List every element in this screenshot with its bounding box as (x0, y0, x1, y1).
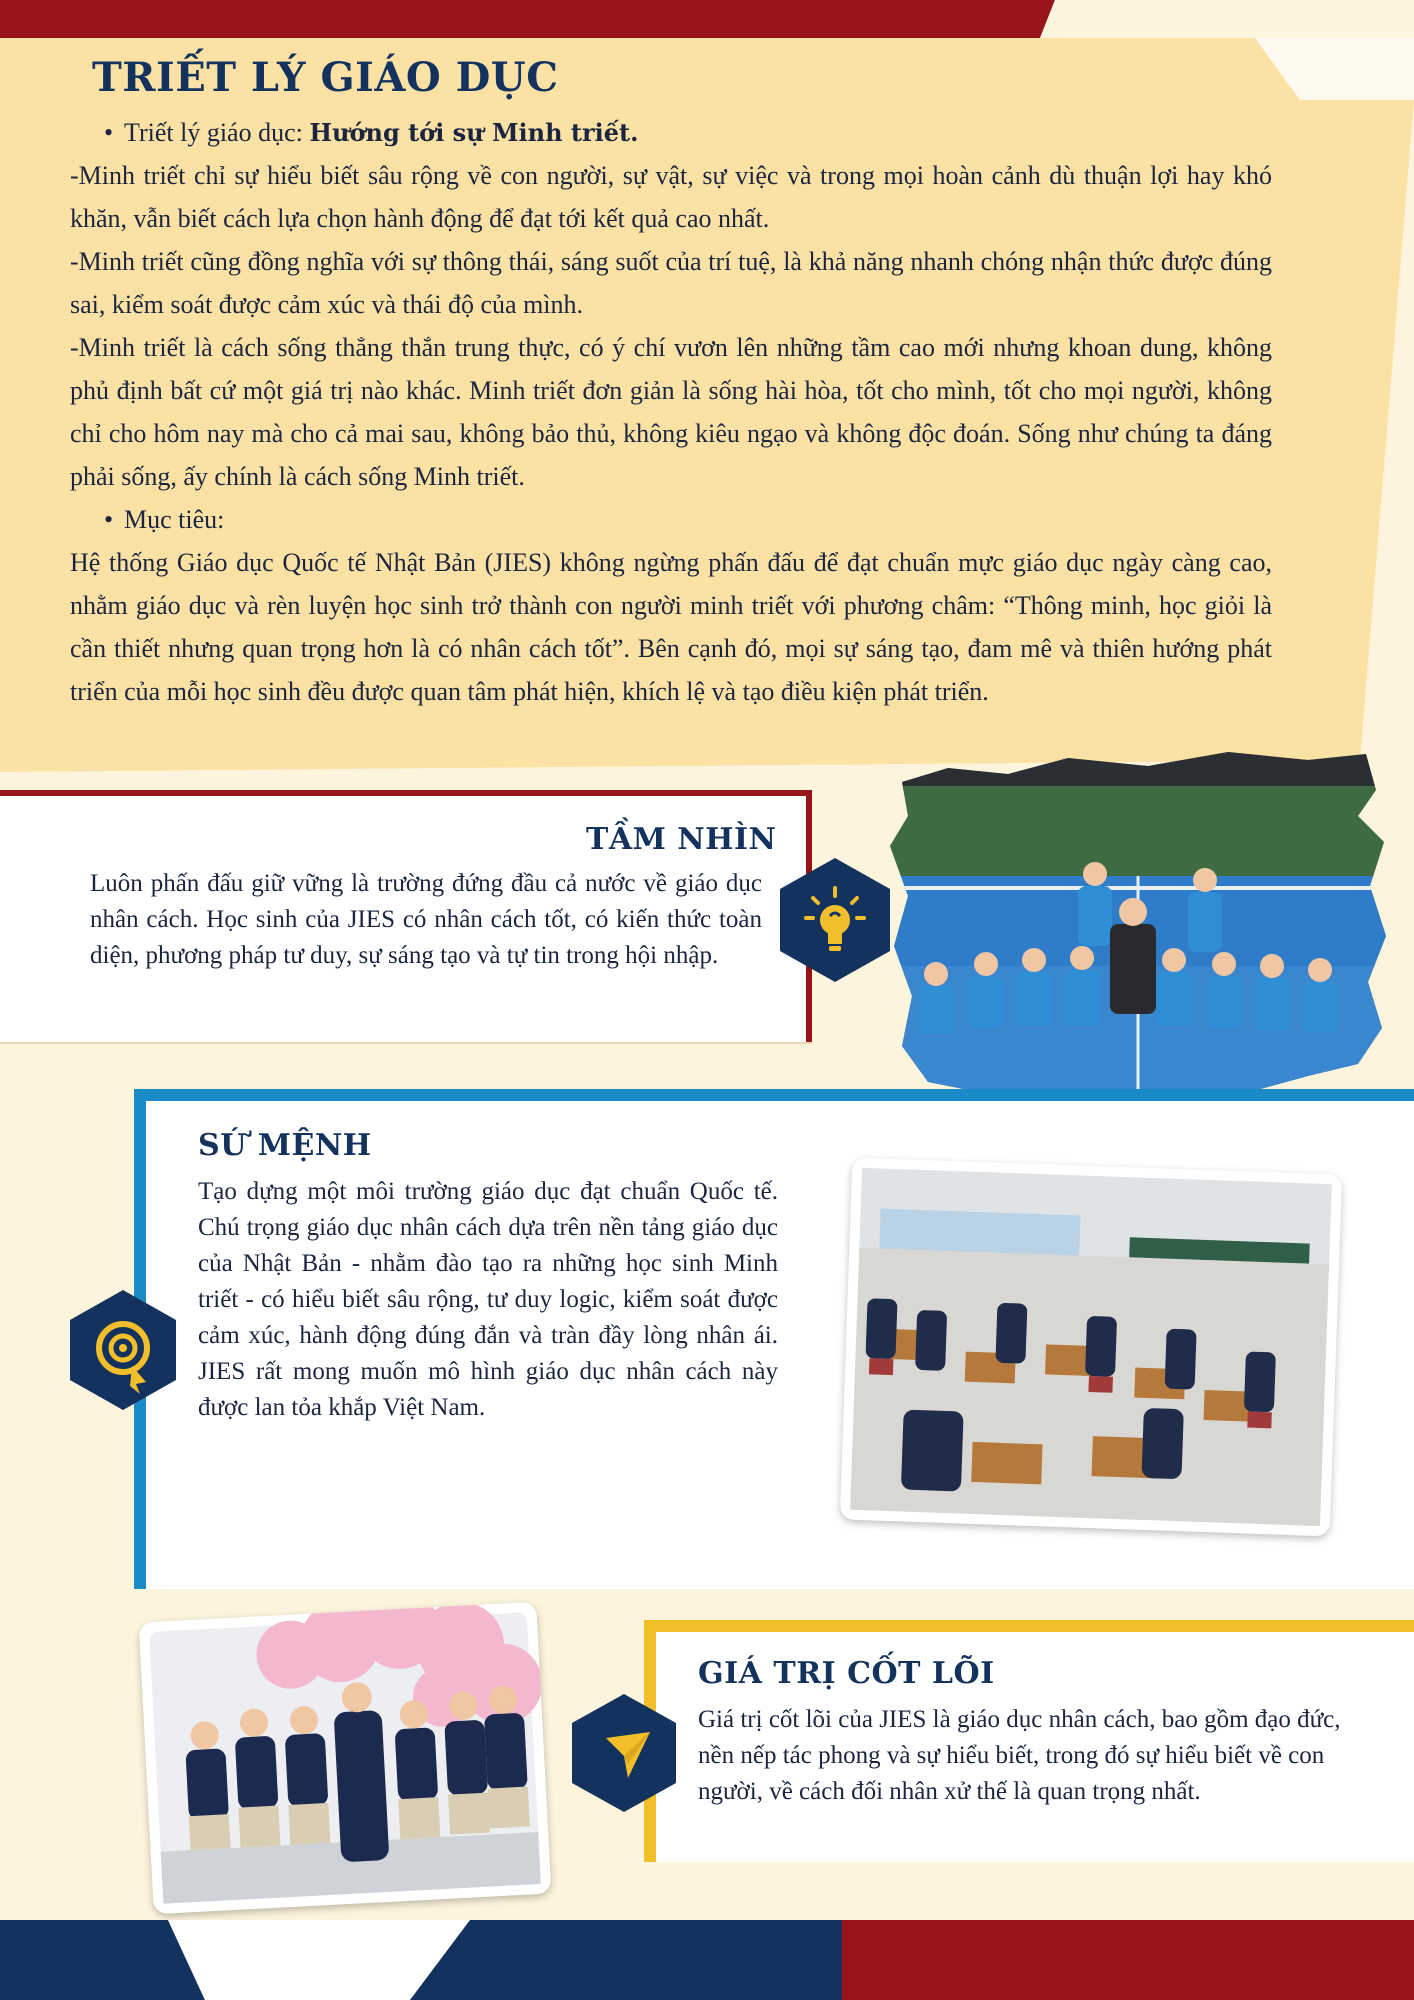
mission-title: SỨ MỆNH (198, 1128, 372, 1163)
vision-photo (888, 746, 1388, 1122)
mission-paragraph: Tạo dựng một môi trường giáo dục đạt chuẩn Quốc tế. Chú trọng giáo dục nhân cách dựa trên nền tảng giáo dục của Nhật Bản - nhằm đào tạo ra những học sinh Minh triết - có hiểu biết sâu rộng, tư duy logic, kiểm soát được cảm xúc, hành động đúng đắn và tràn đầy lòng nhân ái. JIES rất mong muốn mô hình giáo dục nhân cách này được lan tỏa khắp Việt Nam. (198, 1178, 778, 1421)
vision-text (90, 866, 762, 974)
philosophy-bullet (70, 111, 1272, 154)
philosophy-title: TRIẾT LÝ GIÁO DỤC (92, 54, 559, 101)
lightbulb-icon (780, 858, 890, 982)
philosophy-paragraph-1: -Minh triết chỉ sự hiểu biết sâu rộng về con người, sự vật, sự việc và trong mọi hoàn cảnh dù thuận lợi hay khó khăn, vẫn biết cách lựa chọn hành động để đạt tới kết quả cao nhất. (70, 161, 1272, 233)
target-icon (70, 1290, 176, 1410)
bottom-banner (0, 1920, 1414, 2000)
core-values-paragraph: Giá trị cốt lõi của JIES là giáo dục nhân cách, bao gồm đạo đức, nền nếp tác phong và sự hiểu biết, trong đó sự hiểu biết về con người, về cách đối nhân xử thế là quan trọng nhất. (698, 1706, 1341, 1805)
mission-text (198, 1174, 778, 1426)
goal-paragraph: Hệ thống Giáo dục Quốc tế Nhật Bản (JIES) không ngừng phấn đấu để đạt chuẩn mực giáo dục ngày càng cao, nhằm giáo dục và rèn luyện học sinh trở thành con người minh triết với phương châm: “Thông minh, học giỏi là cần thiết nhưng quan trọng hơn là có nhân cách tốt”. Bên cạnh đó, mọi sự sáng tạo, đam mê và thiên hướng phát triển của mỗi học sinh đều được quan tâm phát hiện, khích lệ và tạo điều kiện phát triển. (70, 548, 1272, 706)
core-values-title: GIÁ TRỊ CỐT LÕI (698, 1656, 995, 1691)
philosophy-paragraph-2: -Minh triết cũng đồng nghĩa với sự thông thái, sáng suốt của trí tuệ, là khả năng nhanh chóng nhận thức được đúng sai, kiểm soát được cảm xúc và thái độ của mình. (70, 247, 1272, 319)
vision-card-shadow (0, 1042, 812, 1044)
core-values-text (698, 1702, 1358, 1810)
vision-title: TẦM NHÌN (586, 822, 777, 857)
philosophy-content (70, 111, 1272, 713)
bullet-label: Triết lý giáo dục: (124, 118, 310, 147)
goal-bullet: • Mục tiêu: (70, 498, 1272, 541)
paper-plane-icon (572, 1694, 676, 1812)
mission-photo (840, 1158, 1342, 1537)
vision-paragraph: Luôn phấn đấu giữ vững là trường đứng đầu cả nước về giáo dục nhân cách. Học sinh của JIES có nhân cách tốt, có kiến thức toàn diện, phương pháp tư duy, sự sáng tạo và tự tin trong hội nhập. (90, 870, 762, 969)
philosophy-paragraph-3: -Minh triết là cách sống thẳng thắn trung thực, có ý chí vươn lên những tầm cao mới nhưng khoan dung, không phủ định bất cứ một giá trị nào khác. Minh triết đơn giản là sống hài hòa, tốt cho mình, tốt cho mọi người, không chỉ cho hôm nay mà cho cả mai sau, không bảo thủ, không kiêu ngạo và không độc đoán. Sống như chúng ta đáng phải sống, ấy chính là cách sống Minh triết. (70, 333, 1272, 491)
bullet-emphasis: Hướng tới sự Minh triết. (309, 118, 639, 147)
core-values-photo (139, 1602, 552, 1914)
